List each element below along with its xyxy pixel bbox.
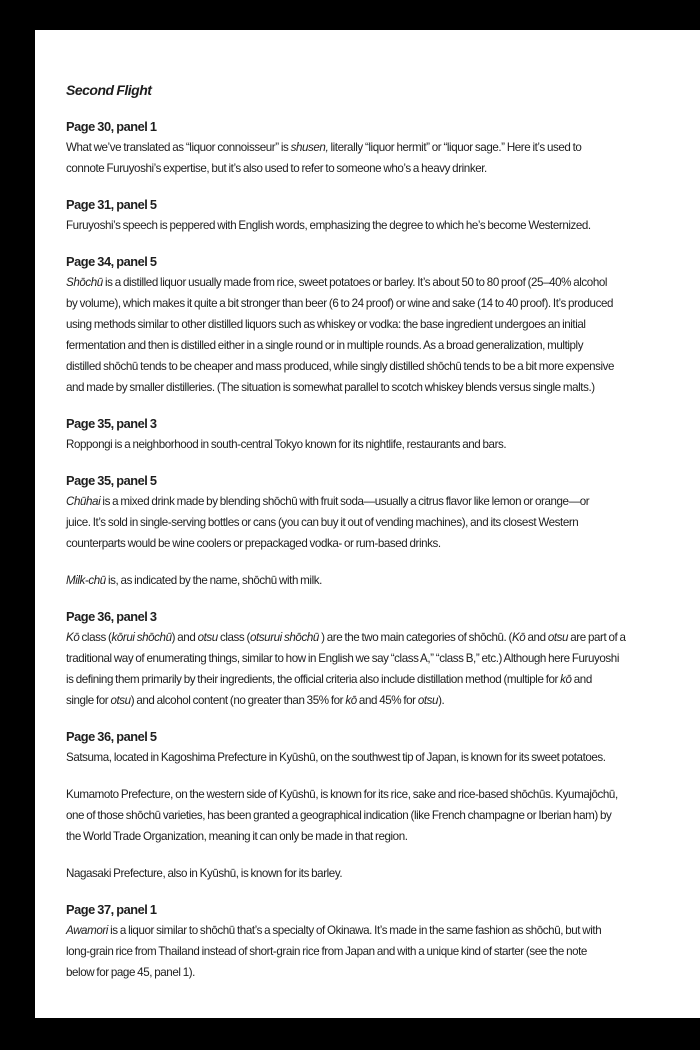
note-paragraph bbox=[66, 920, 666, 983]
text-run: What we’ve translated as “liquor connoisseur” is bbox=[66, 141, 291, 154]
text-line bbox=[66, 627, 666, 648]
italic-term: Awamori bbox=[66, 924, 108, 937]
text-line bbox=[66, 669, 666, 690]
italic-term: Shōchū bbox=[66, 276, 103, 289]
text-line bbox=[66, 941, 666, 962]
text-run: traditional way of enumerating things, similar to how in English we say “class A,” “class B,” etc.) Although here Furuyoshi bbox=[66, 652, 619, 665]
text-run: long-grain rice from Thailand instead of short-grain rice from Japan and with a unique kind of starter (see the note bbox=[66, 945, 587, 958]
note-paragraph bbox=[66, 137, 666, 179]
text-run: is a liquor similar to shōchū that’s a specialty of Okinawa. It’s made in the same fashion as shōchū, but with bbox=[107, 924, 602, 937]
text-run: ) and alcohol content (no greater than 35% for bbox=[130, 694, 346, 707]
text-run: Kumamoto Prefecture, on the western side of Kyūshū, is known for its rice, sake and rice-based shōchūs. Kyumajōchū, bbox=[66, 788, 618, 801]
text-run: one of those shōchū varieties, has been granted a geographical indication (like French champagne or Iberian ham) by bbox=[66, 809, 612, 822]
note-paragraph bbox=[66, 272, 666, 398]
text-line bbox=[66, 158, 666, 179]
text-run: fermentation and then is distilled either in a single round or in multiple rounds. As a broad generalization, multiply bbox=[66, 339, 584, 352]
note-paragraph bbox=[66, 627, 666, 711]
text-run: ). bbox=[438, 694, 445, 707]
text-run: Nagasaki Prefecture, also in Kyūshū, is known for its barley. bbox=[66, 867, 343, 880]
text-run: Furuyoshi’s speech is peppered with English words, emphasizing the degree to which he’s become Westernized. bbox=[66, 219, 591, 232]
text-line bbox=[66, 648, 666, 669]
text-line bbox=[66, 805, 666, 826]
text-run: Satsuma, located in Kagoshima Prefecture in Kyūshū, on the southwest tip of Japan, is known for its sweet potatoes. bbox=[66, 751, 606, 764]
italic-term: otsu bbox=[547, 631, 569, 644]
note-heading: Page 36, panel 5 bbox=[66, 729, 157, 744]
note-section bbox=[66, 471, 666, 591]
italic-term: Milk-chū bbox=[66, 574, 106, 587]
text-run: class ( bbox=[79, 631, 112, 644]
document-page bbox=[35, 30, 700, 1018]
text-line bbox=[66, 215, 666, 236]
text-line bbox=[66, 434, 666, 455]
note-heading: Page 30, panel 1 bbox=[66, 119, 157, 134]
text-line bbox=[66, 356, 666, 377]
note-paragraph bbox=[66, 747, 666, 768]
italic-term: otsu bbox=[417, 694, 439, 707]
note-section bbox=[66, 414, 666, 455]
text-run: is defining them primarily by their ingredients, the official criteria also include distillation method (multiple for bbox=[66, 673, 561, 686]
text-run: and made by smaller distilleries. (The situation is somewhat parallel to scotch whiskey blends versus single malts.) bbox=[66, 381, 595, 394]
text-line bbox=[66, 293, 666, 314]
italic-term: Kō bbox=[511, 631, 526, 644]
text-run: ) and bbox=[171, 631, 198, 644]
note-heading: Page 35, panel 5 bbox=[66, 473, 157, 488]
text-run: juice. It’s sold in single-serving bottles or cans (you can buy it out of vending machines), and its closest Western bbox=[66, 516, 579, 529]
note-heading: Page 34, panel 5 bbox=[66, 254, 157, 269]
note-section bbox=[66, 195, 666, 236]
italic-term: otsu bbox=[110, 694, 131, 707]
text-line bbox=[66, 491, 666, 512]
italic-term: kō bbox=[345, 694, 357, 707]
text-line bbox=[66, 272, 666, 293]
note-paragraph bbox=[66, 570, 666, 591]
text-line bbox=[66, 512, 666, 533]
text-run: and bbox=[571, 673, 592, 686]
text-run: below for page 45, panel 1). bbox=[66, 966, 195, 979]
text-run: is a mixed drink made by blending shōchū with fruit soda—usually a citrus flavor like lemon or orange—or bbox=[100, 495, 590, 508]
text-run: and 45% for bbox=[356, 694, 418, 707]
note-paragraph bbox=[66, 434, 666, 455]
note-heading: Page 36, panel 3 bbox=[66, 609, 157, 624]
text-run: ) are the two main categories of shōchū. ( bbox=[318, 631, 512, 644]
text-run: connote Furuyoshi’s expertise, but it’s also used to refer to someone who’s a heavy drinker. bbox=[66, 162, 487, 175]
text-line bbox=[66, 570, 666, 591]
italic-term: otsurui shōchū bbox=[249, 631, 319, 644]
italic-term: otsu bbox=[197, 631, 218, 644]
text-run: the World Trade Organization, meaning it can only be made in that region. bbox=[66, 830, 408, 843]
text-run: is a distilled liquor usually made from rice, sweet potatoes or barley. It’s about 50 to 80 proof (25–40% alcohol bbox=[102, 276, 608, 289]
text-line bbox=[66, 747, 666, 768]
text-run: distilled shōchū tends to be cheaper and mass produced, while singly distilled shōchū tends to be a bit more expensive bbox=[66, 360, 615, 373]
text-line bbox=[66, 377, 666, 398]
note-paragraph bbox=[66, 491, 666, 554]
italic-term: shusen, bbox=[290, 141, 329, 154]
text-line bbox=[66, 533, 666, 554]
text-run: class ( bbox=[217, 631, 250, 644]
text-line bbox=[66, 690, 666, 711]
italic-term: kōrui shōchū bbox=[111, 631, 172, 644]
note-paragraph bbox=[66, 784, 666, 847]
text-run: by volume), which makes it quite a bit stronger than beer (6 to 24 proof) or wine and sake (14 to 40 proof). It’s produced bbox=[66, 297, 614, 310]
italic-term: Kō bbox=[66, 631, 80, 644]
note-paragraph bbox=[66, 215, 666, 236]
note-section bbox=[66, 900, 666, 983]
note-section bbox=[66, 252, 666, 398]
text-run: are part of a bbox=[568, 631, 626, 644]
italic-term: Chūhai bbox=[66, 495, 101, 508]
text-line bbox=[66, 314, 666, 335]
text-run: literally “liquor hermit” or “liquor sage.” Here it’s used to bbox=[328, 141, 582, 154]
note-section bbox=[66, 727, 666, 884]
note-section bbox=[66, 607, 666, 711]
text-run: counterparts would be wine coolers or prepackaged vodka- or rum-based drinks. bbox=[66, 537, 441, 550]
text-line bbox=[66, 863, 666, 884]
chapter-title: Second Flight bbox=[66, 82, 152, 98]
page-content bbox=[66, 79, 666, 999]
text-run: and bbox=[525, 631, 548, 644]
text-line bbox=[66, 784, 666, 805]
text-run: Roppongi is a neighborhood in south-central Tokyo known for its nightlife, restaurants and bars. bbox=[66, 438, 507, 451]
text-run: using methods similar to other distilled liquors such as whiskey or vodka: the base ingredient undergoes an initial bbox=[66, 318, 586, 331]
text-run: single for bbox=[66, 694, 111, 707]
note-heading: Page 35, panel 3 bbox=[66, 416, 157, 431]
text-line bbox=[66, 335, 666, 356]
text-line bbox=[66, 920, 666, 941]
text-run: is, as indicated by the name, shōchū with milk. bbox=[105, 574, 322, 587]
note-paragraph bbox=[66, 863, 666, 884]
text-line bbox=[66, 826, 666, 847]
italic-term: kō bbox=[560, 673, 572, 686]
note-heading: Page 37, panel 1 bbox=[66, 902, 157, 917]
note-heading: Page 31, panel 5 bbox=[66, 197, 157, 212]
text-line bbox=[66, 962, 666, 983]
note-section bbox=[66, 117, 666, 179]
text-line bbox=[66, 137, 666, 158]
